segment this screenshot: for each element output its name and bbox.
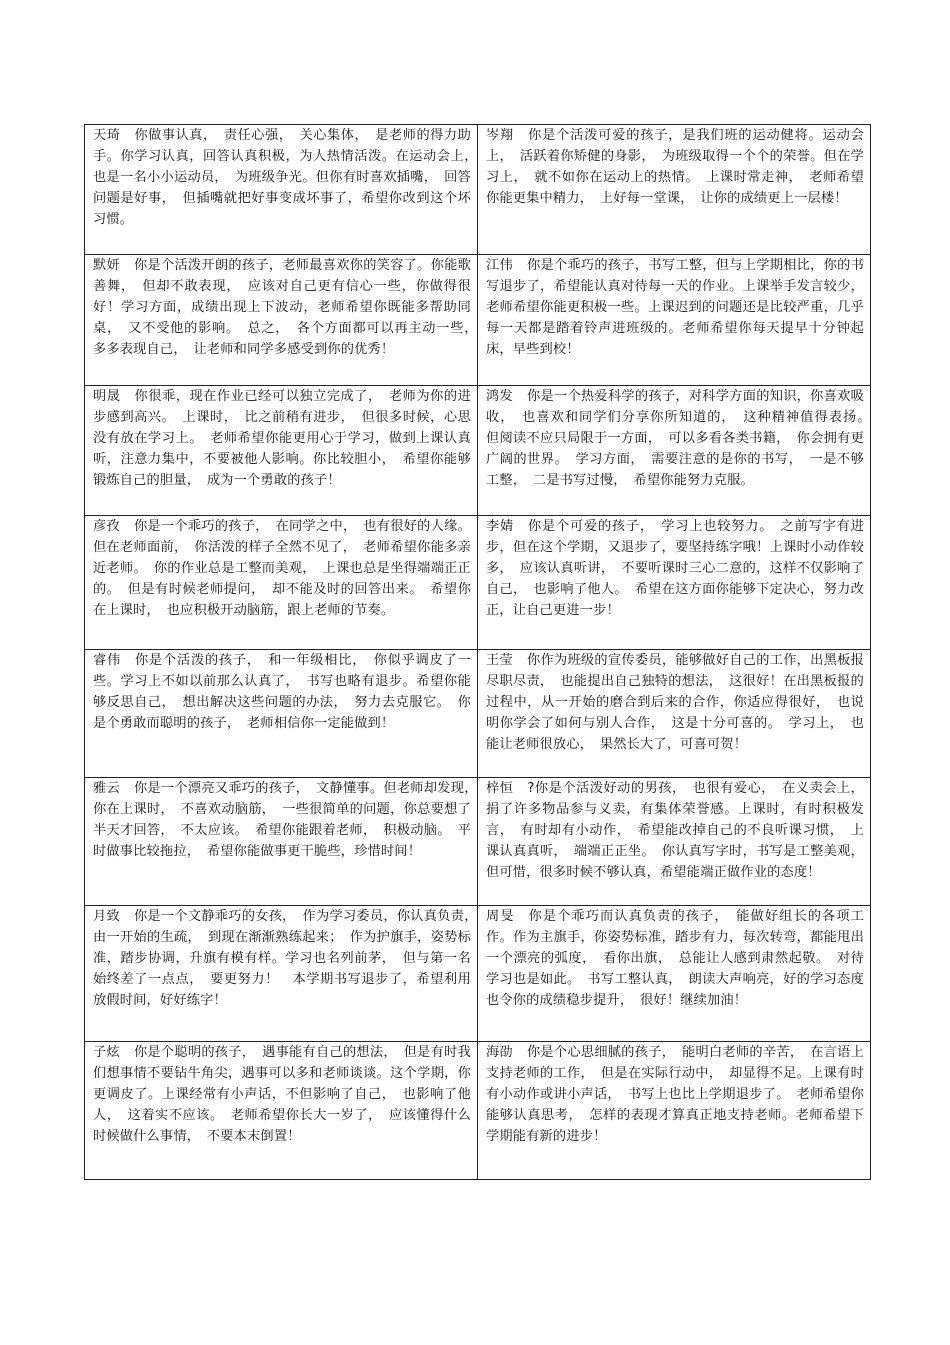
student-name: 江伟 <box>486 258 513 273</box>
comment-text: 你是个心思细腻的孩子， 能明白老师的辛苦， 在言语上支持老师的工作， 但是在实际行动中， 却显得不足。上课有时有小动作或讲小声话， 书写上也比上学期退步了。 老师希望你能够认真思考， 怎样的表现才算真正地支持老师。老师希望下学期能有新的进步！ <box>486 1045 864 1144</box>
student-name: 天琦 <box>93 128 121 143</box>
comment-cell <box>85 778 485 906</box>
student-name: 睿伟 <box>93 653 121 668</box>
student-name: 岑翔 <box>486 128 515 143</box>
student-name: 梓恒 <box>486 781 514 796</box>
comment-cell <box>478 255 871 386</box>
student-name: 默妍 <box>93 258 120 273</box>
student-name: 明晟 <box>93 389 121 404</box>
student-name: 周旻 <box>486 909 515 924</box>
comment-cell <box>85 386 478 516</box>
comments-table <box>84 124 878 1180</box>
comment-text: 你作为班级的宣传委员，能够做好自己的工作，出黑板报尽职尽责， 也能提出自己独特的想法， 这很好！在出黑板报的过程中，从一开始的磨合到后来的合作，你适应得很好， 也说明你学会了如何与别人合作， 这是十分可喜的。 学习上， 也能让老师很放心， 果然长大了，可喜可贺！ <box>486 653 865 752</box>
comment-cell <box>85 125 485 255</box>
student-name: 鸿发 <box>486 389 513 404</box>
comment-text: 你很乖，现在作业已经可以独立完成了， 老师为你的进步感到高兴。 上课时， 比之前稍有进步， 但很多时候，心思没有放在学习上。 老师希望你能更用心于学习，做到上课认真听，注意力集中，不要被他人影响。你比较胆小， 希望你能够锻炼自己的胆量， 成为一个勇敢的孩子！ <box>93 389 471 488</box>
student-name: 月致 <box>93 909 120 924</box>
student-name: 海劭 <box>486 1045 513 1060</box>
comment-text: 你是一个文静乖巧的女孩， 作为学习委员，你认真负责， 由一开始的生疏， 到现在渐渐熟练起来； 作为护旗手，姿势标准，踏步协调，升旗有模有样。学习也名列前茅， 但与第一名始终差了一点点， 要更努力！ 本学期书写退步了，希望利用放假时间，好好练字！ <box>93 909 485 1008</box>
student-name: 雅云 <box>93 781 120 796</box>
comment-text: 你是个可爱的孩子， 学习上也较努力。 之前写字有进步，但在这个学期，又退步了，要坚持练字哦！上课时小动作较多， 应该认真听讲， 不要听课时三心二意的，这样不仅影响了自己， 也影响了他人。 希望在这方面你能够下定决心，努力改正，让自己更进一步！ <box>486 519 864 618</box>
comment-text: 你是个乖巧的孩子，书写工整，但与上学期相比，你的书写退步了，希望能认真对待每一天的作业。上课举手发言较少，老师希望你能更积极一些。上课迟到的问题还是比较严重，几乎每一天都是踏着铃声进班级的。老师希望你每天提早十分钟起床，早些到校！ <box>486 258 865 357</box>
comment-cell <box>478 778 871 906</box>
comment-text: 你做事认真， 责任心强， 关心集体， 是老师的得力助手。你学习认真，回答认真积极，为人热情活泼。在运动会上， 也是一名小小运动员， 为班级争光。但你有时喜欢插嘴， 回答问题是好事， 但插嘴就把好事变成坏事了，希望你改到这个坏习惯。 <box>93 128 485 227</box>
comment-cell <box>478 650 871 778</box>
comment-cell <box>85 1042 478 1180</box>
comment-cell <box>478 516 871 650</box>
comment-text: 你是一个漂亮又乖巧的孩子， 文静懂事。但老师却发现， 你在上课时， 不喜欢动脑筋， 一些很简单的问题，你总要想了半天才回答， 不太应该。 希望你能跟着老师， 积极动脑。 平时做事比较拖拉， 希望你能做事更干脆些，珍惜时间！ <box>93 781 485 859</box>
comment-text: 你是一个乖巧的孩子， 在同学之中， 也有很好的人缘。但在老师面前， 你活泼的样子全然不见了， 老师希望你能多亲近老师。 你的作业总是工整而美观， 上课也总是坐得端端正正的。 但是有时候老师提问， 却不能及时的回答出来。 希望你在上课时， 也应积极开动脑筋，跟上老师的节奏。 <box>93 519 471 618</box>
comment-text: 你是个活泼开朗的孩子，老师最喜欢你的笑容了。你能歌善舞， 但却不敢表现， 应该对自己更有信心一些，你做得很好！学习方面，成绩出现上下波动，老师希望你既能多帮助同桌， 又不受他的影响。 总之， 各个方面都可以再主动一些， 多多表现自己， 让老师和同学多感受到你的优秀！ <box>93 258 485 357</box>
student-name: 子炫 <box>93 1045 120 1060</box>
student-name: 彦孜 <box>93 519 120 534</box>
comment-text: ?你是个活泼好动的男孩， 也很有爱心， 在义卖会上，捐了许多物品参与义卖，有集体荣誉感。上课时，有时积极发言， 有时却有小动作， 希望能改掉自己的不良听课习惯， 上课认真真听， 端端正正坐。 你认真写字时，书写是工整美观，但可惜，很多时候不够认真，希望能端正做作业的态度！ <box>486 781 865 880</box>
comment-cell <box>478 125 871 255</box>
comment-text: 你是个活泼的孩子， 和一年级相比， 你似乎调皮了一些。学习上不如以前那么认真了， 书写也略有退步。希望你能够反思自己， 想出解决这些问题的办法， 努力去克服它。 你是个勇敢而聪明的孩子， 老师相信你一定能做到！ <box>93 653 471 731</box>
comment-cell <box>85 255 485 386</box>
comment-text: 你是个乖巧而认真负责的孩子， 能做好组长的各项工作。作为主旗手，你姿势标准，踏步有力，每次转弯，都能甩出一个漂亮的弧度， 看你出旗， 总能让人感到肃然起敬。 对待学习也是如此。 书写工整认真， 朗读大声响亮，好的学习态度也令你的成绩稳步提升， 很好！继续加油！ <box>486 909 864 1008</box>
comment-text: 你是一个热爱科学的孩子，对科学方面的知识，你喜欢吸收， 也喜欢和同学们分享你所知道的， 这种精神值得表扬。 但阅读不应只局限于一方面， 可以多看各类书籍， 你会拥有更广阔的世界。 学习方面， 需要注意的是你的书写， 一是不够工整， 二是书写过慢， 希望你能努力克服。 <box>486 389 878 488</box>
comment-cell <box>478 386 878 516</box>
comment-cell <box>85 906 485 1042</box>
student-name: 李婧 <box>486 519 514 534</box>
comment-text: 你是个聪明的孩子， 遇事能有自己的想法， 但是有时我们想事情不要钻牛角尖，遇事可以多和老师谈谈。这个学期，你更调皮了。上课经常有小声话，不但影响了自己， 也影响了他人， 这着实不应该。 老师希望你长大一岁了， 应该懂得什么时候做什么事情， 不要本末倒置！ <box>93 1045 471 1144</box>
student-name: 王莹 <box>486 653 513 668</box>
comment-cell <box>478 906 871 1042</box>
comment-text: 你是个活泼可爱的孩子，是我们班的运动健将。运动会上， 活跃着你矫健的身影， 为班级取得一个个的荣誉。但在学习上， 就不如你在运动上的热情。 上课时常走神， 老师希望你能更集中精力， 上好每一堂课， 让你的成绩更上一层楼！ <box>486 128 864 206</box>
comment-cell <box>478 1042 871 1180</box>
comment-cell <box>85 516 478 650</box>
comment-cell <box>85 650 478 778</box>
